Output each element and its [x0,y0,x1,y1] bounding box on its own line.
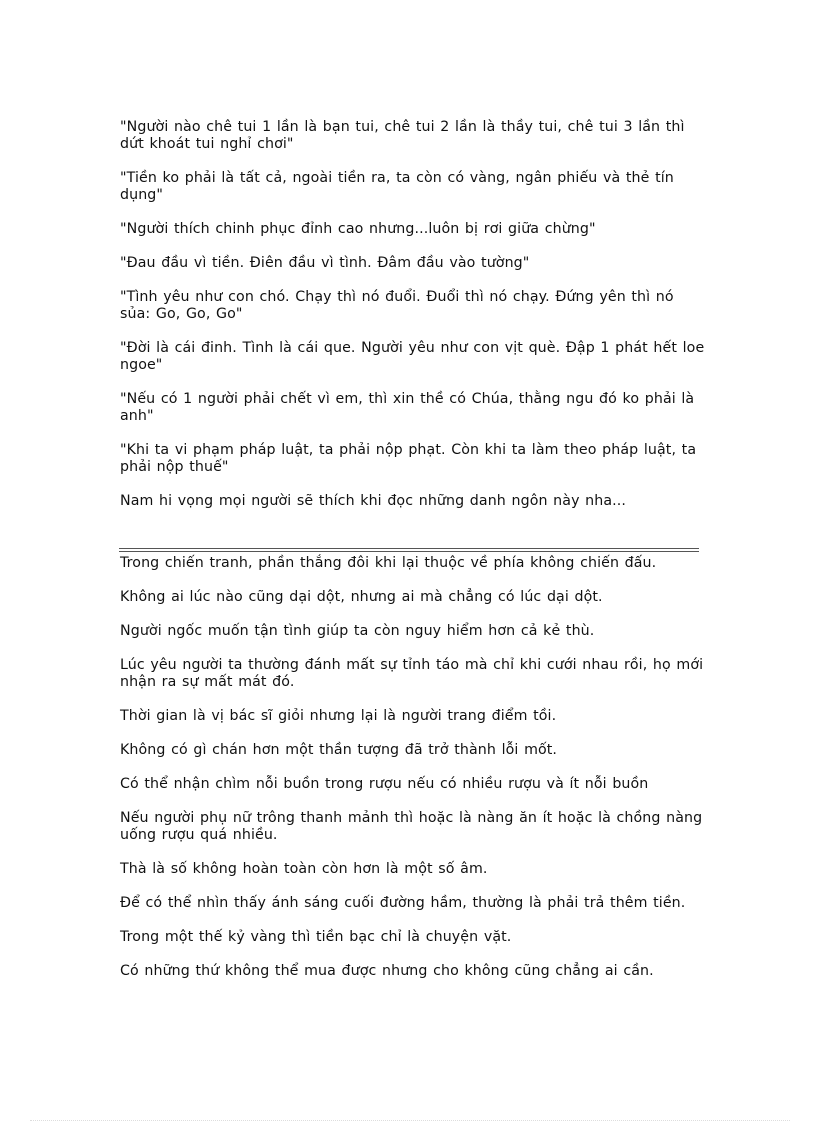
quote-paragraph: Có thể nhận chìm nỗi buồn trong rượu nếu có nhiều rượu và ít nỗi buồn [120,776,649,792]
quote-paragraph: Để có thể nhìn thấy ánh sáng cuối đường hầm, thường là phải trả thêm tiền. [120,895,686,911]
quote-paragraph: Không ai lúc nào cũng dại dột, nhưng ai mà chẳng có lúc dại dột. [120,589,603,605]
quote-paragraph: "Tiền ko phải là tất cả, ngoài tiền ra, ta còn có vàng, ngân phiếu và thẻ tín dụng" [120,170,674,203]
closing-note: Nam hi vọng mọi người sẽ thích khi đọc những danh ngôn này nha... [120,493,626,509]
quote-paragraph: Thà là số không hoàn toàn còn hơn là một số âm. [120,861,488,877]
quote-paragraph: Thời gian là vị bác sĩ giỏi nhưng lại là người trang điểm tồi. [120,708,557,724]
quote-paragraph: "Tình yêu như con chó. Chạy thì nó đuổi. Đuổi thì nó chạy. Đứng yên thì nó sủa: Go, Go, Go" [120,289,674,322]
top-quote-section [120,119,705,527]
quote-paragraph: Trong một thế kỷ vàng thì tiền bạc chỉ là chuyện vặt. [120,929,512,945]
quote-paragraph: Trong chiến tranh, phần thắng đôi khi lại thuộc về phía không chiến đấu. [120,555,657,571]
bottom-quote-section [120,555,705,997]
quote-paragraph: "Người thích chinh phục đỉnh cao nhưng...luôn bị rơi giữa chừng" [120,221,596,237]
page-footer-rule [30,1120,790,1121]
quote-paragraph: Nếu người phụ nữ trông thanh mảnh thì hoặc là nàng ăn ít hoặc là chồng nàng uống rượu quá nhiều. [120,810,703,843]
quote-paragraph: Không có gì chán hơn một thần tượng đã trở thành lỗi mốt. [120,742,558,758]
quote-paragraph: Lúc yêu người ta thường đánh mất sự tỉnh táo mà chỉ khi cưới nhau rồi, họ mới nhận ra sự mất mát đó. [120,657,704,690]
section-divider [119,548,699,552]
quote-paragraph: Có những thứ không thể mua được nhưng cho không cũng chẳng ai cần. [120,963,654,979]
quote-paragraph: Người ngốc muốn tận tình giúp ta còn nguy hiểm hơn cả kẻ thù. [120,623,595,639]
quote-paragraph: "Nếu có 1 người phải chết vì em, thì xin thề có Chúa, thằng ngu đó ko phải là anh" [120,391,695,424]
quote-paragraph: "Người nào chê tui 1 lần là bạn tui, chê tui 2 lần là thầy tui, chê tui 3 lần thì dứt khoát tui nghỉ chơi" [120,119,685,152]
quote-paragraph: "Đau đầu vì tiền. Điên đầu vì tình. Đâm đầu vào tường" [120,255,530,271]
quote-paragraph: "Khi ta vi phạm pháp luật, ta phải nộp phạt. Còn khi ta làm theo pháp luật, ta phải nộp thuế" [120,442,697,475]
quote-paragraph: "Đời là cái đinh. Tình là cái que. Người yêu như con vịt què. Đập 1 phát hết loe ngoe" [120,340,705,373]
